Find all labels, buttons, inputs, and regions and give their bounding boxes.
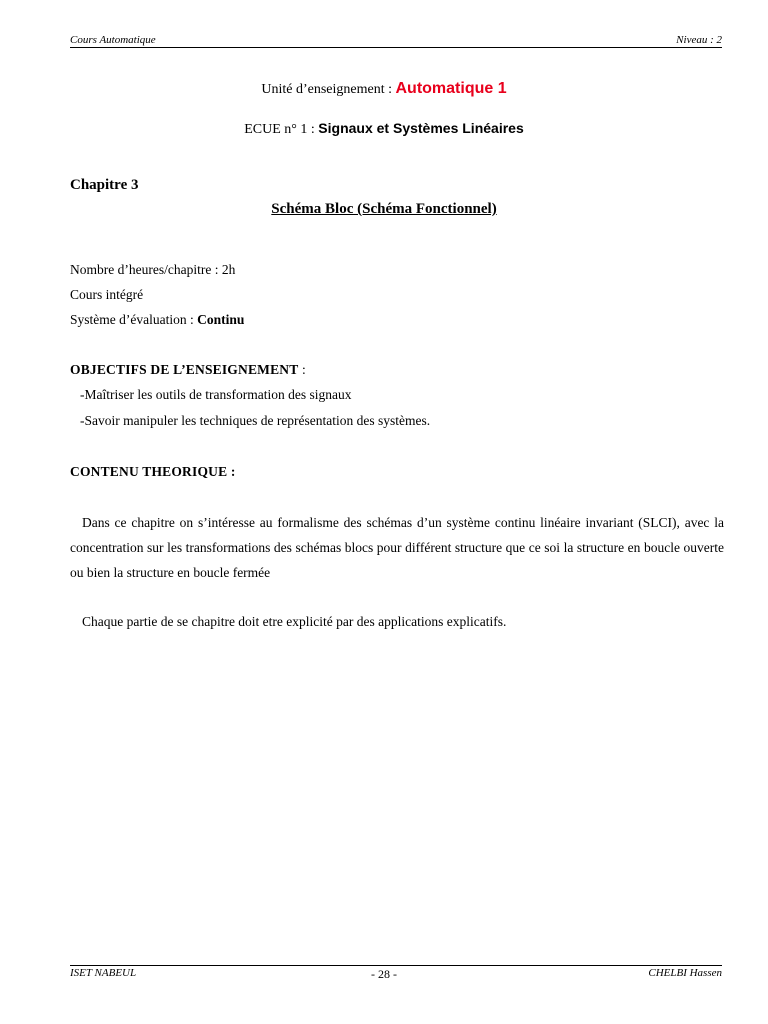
unite-prefix: Unité d’enseignement : bbox=[261, 82, 396, 97]
unite-line bbox=[0, 80, 768, 98]
header-divider bbox=[70, 47, 722, 48]
footer-author: CHELBI Hassen bbox=[648, 967, 722, 979]
info-hours: Nombre d’heures/chapitre : 2h bbox=[70, 262, 236, 277]
chapter-label: Chapitre 3 bbox=[70, 177, 139, 193]
header-course-name: Cours Automatique bbox=[70, 34, 156, 46]
contenu-paragraph: Dans ce chapitre on s’intéresse au formalisme des schémas d’un système continu linéaire invariant (SLCI), avec la concentration sur les transformations des schémas blocs pour différent structure que ce soi la structure en boucle ouverte ou bien la structure en boucle fermée bbox=[70, 515, 724, 580]
header-level: Niveau : 2 bbox=[676, 34, 722, 46]
objectif-item: -Savoir manipuler les techniques de représentation des systèmes. bbox=[80, 413, 431, 428]
info-evaluation bbox=[70, 312, 244, 328]
page-number: - 28 - bbox=[371, 967, 397, 981]
ecue-prefix: ECUE n° 1 : bbox=[244, 122, 319, 137]
objectifs-heading-suffix: : bbox=[298, 362, 306, 377]
objectifs-heading-text: OBJECTIFS DE L’ENSEIGNEMENT bbox=[70, 362, 299, 377]
objectifs-heading bbox=[70, 362, 306, 378]
contenu-paragraph: Chaque partie de se chapitre doit etre explicité par des applications explicatifs. bbox=[82, 614, 507, 629]
info-course-type: Cours intégré bbox=[70, 287, 144, 302]
ecue-value: Signaux et Systèmes Linéaires bbox=[318, 120, 524, 136]
evaluation-value: Continu bbox=[197, 312, 245, 327]
objectif-item: -Maîtriser les outils de transformation des signaux bbox=[80, 387, 352, 402]
ecue-line bbox=[0, 120, 768, 138]
footer-divider bbox=[70, 965, 722, 966]
footer-institution: ISET NABEUL bbox=[70, 967, 137, 979]
evaluation-prefix: Système d’évaluation : bbox=[70, 312, 198, 327]
unite-value: Automatique 1 bbox=[395, 80, 507, 97]
contenu-heading: CONTENU THEORIQUE : bbox=[70, 464, 236, 479]
chapter-title: Schéma Bloc (Schéma Fonctionnel) bbox=[271, 201, 497, 217]
